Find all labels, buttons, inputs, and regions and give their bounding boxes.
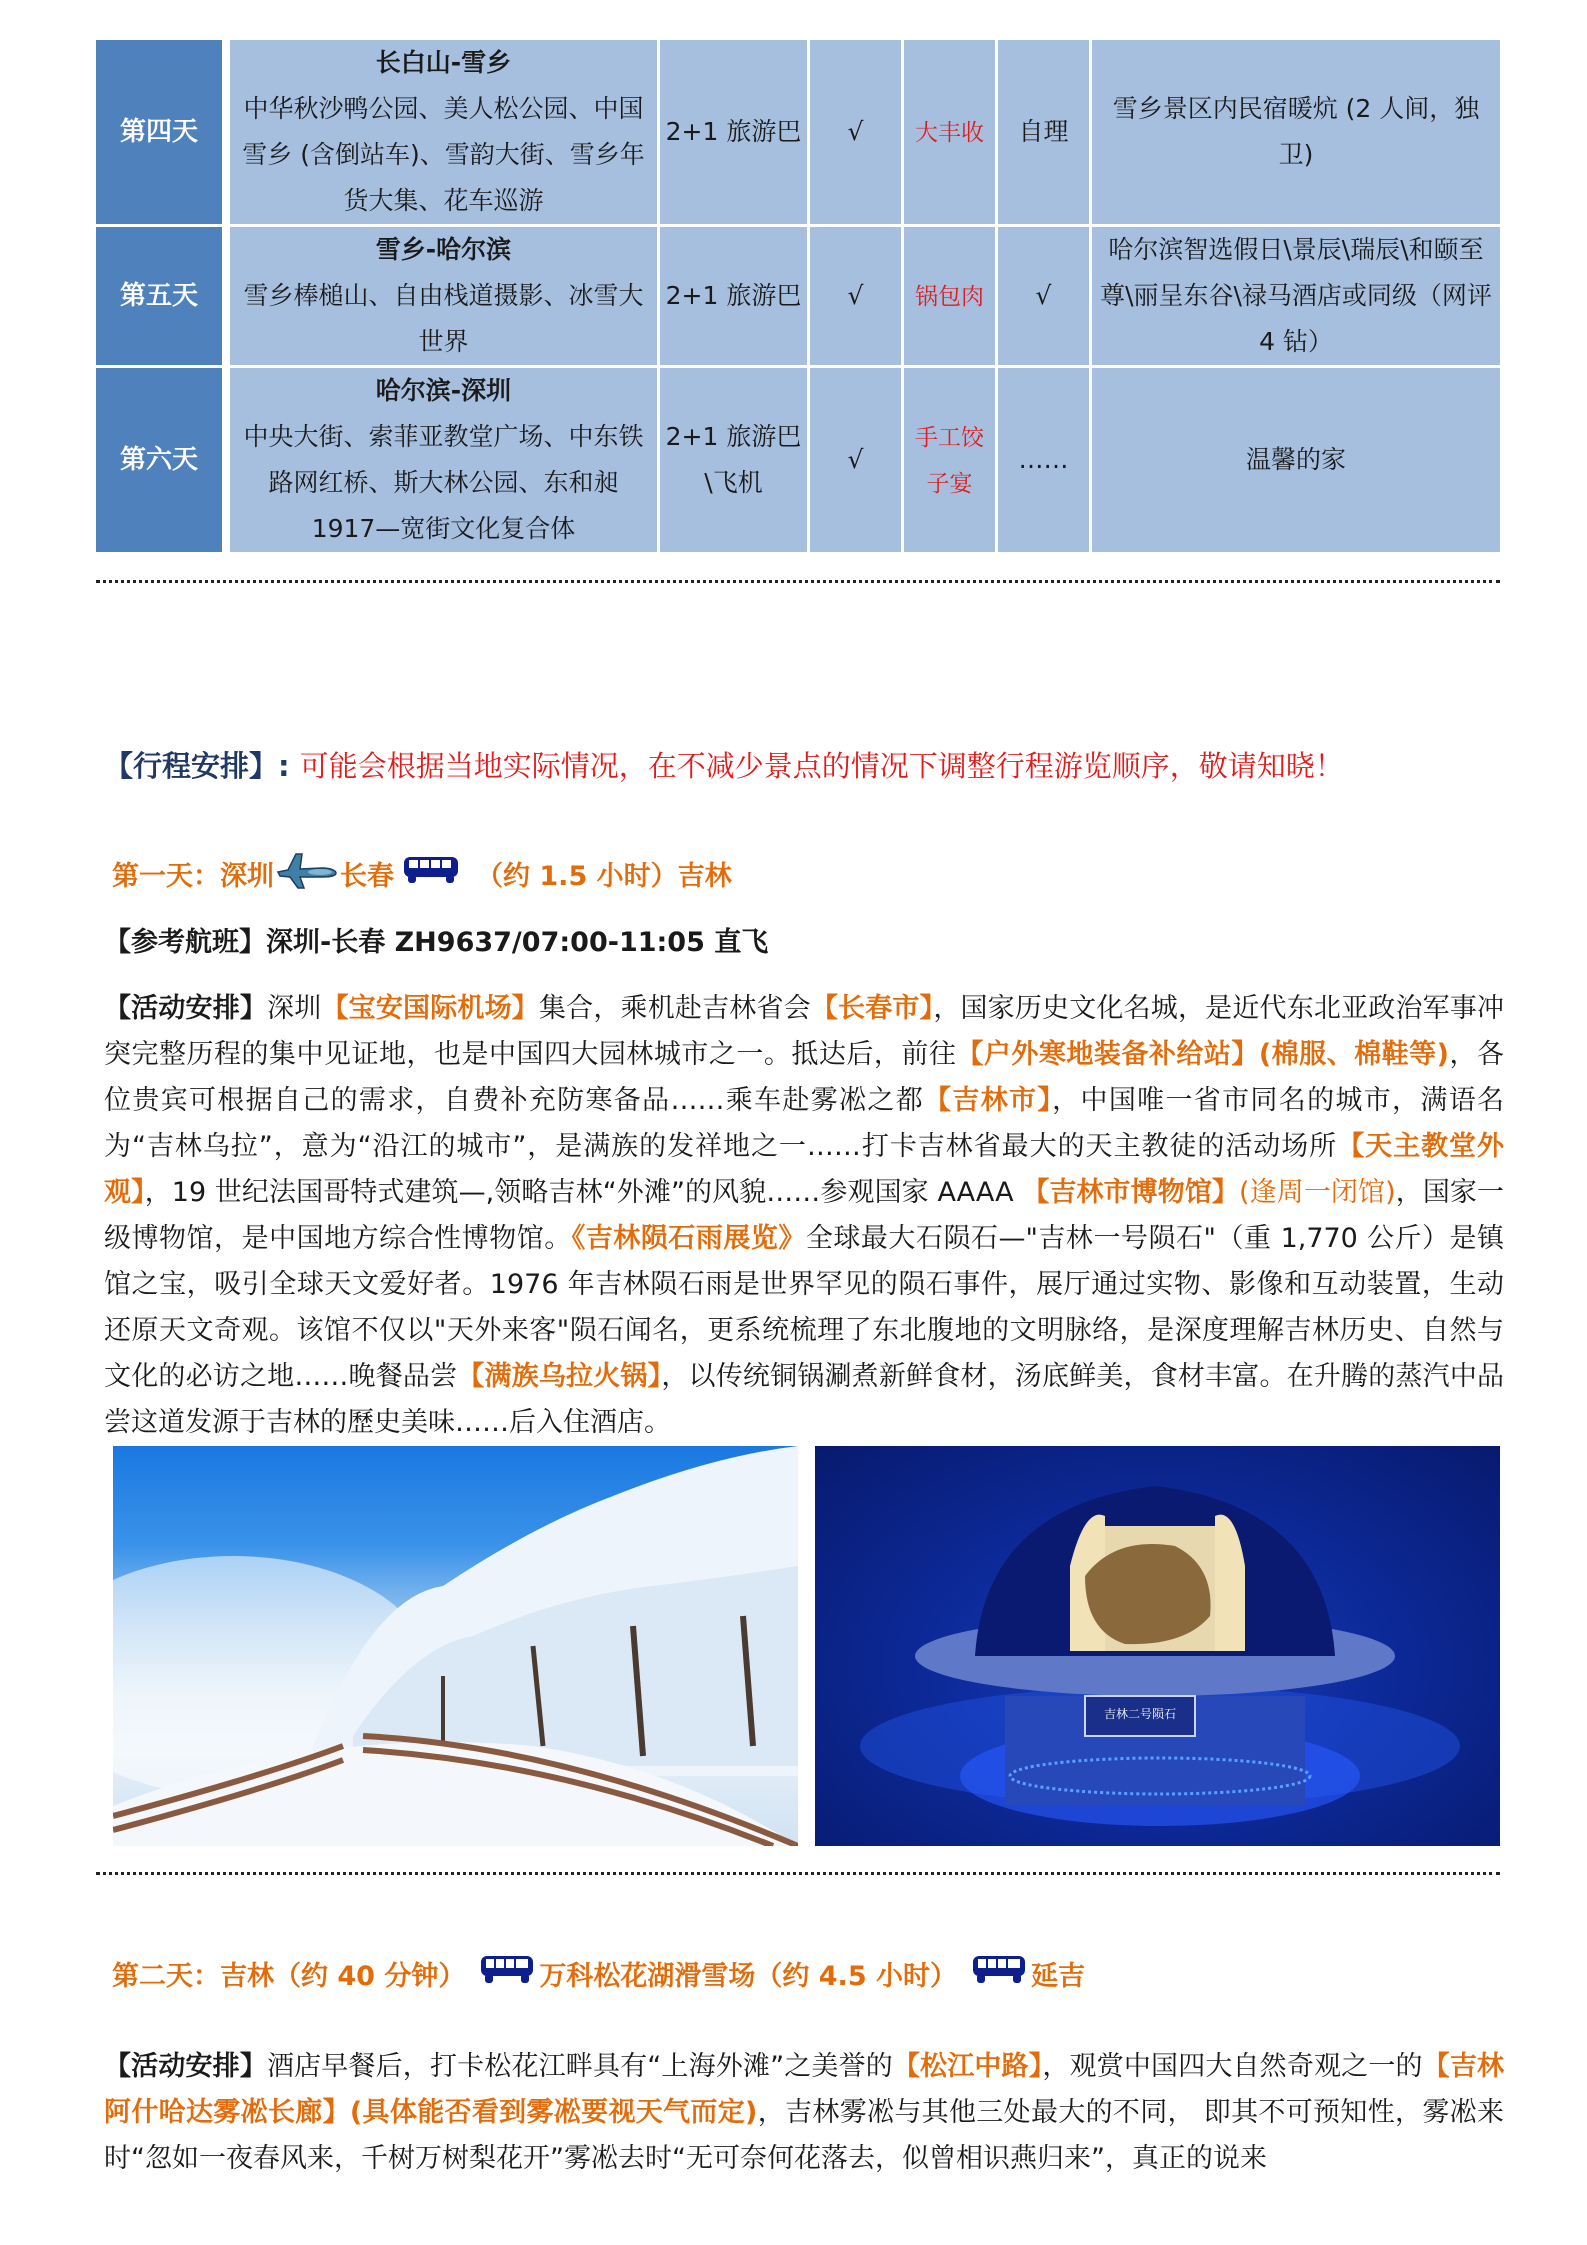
body-text: ，国家一级博物馆，是中国地方综合性博物馆。 <box>104 1177 1505 1254</box>
day-cell: 第四天 <box>96 40 230 227</box>
body-text: ，国家历史文化名城，是近代东北亚政治军事冲突完整历程的集中见证地，也是中国四大园林城市之一。抵达后，前往 <box>104 993 1505 1070</box>
sights-text: 中央大街、索菲亚教堂广场、中东铁路网红桥、斯大林公园、东和昶 1917—宽街文化复合体 <box>243 422 644 543</box>
dinner-cell: √ <box>998 227 1092 368</box>
day-cell: 第六天 <box>96 368 230 555</box>
route-title: 雪乡-哈尔滨 <box>375 235 512 264</box>
day1-heading-part: 长春 <box>340 861 394 892</box>
airplane-icon <box>276 850 338 897</box>
day2-heading-part: 万科松花湖滑雪场（约 4.5 小时） <box>539 1961 958 1992</box>
bus-icon <box>402 855 460 892</box>
rime-trees-riverside-photo <box>113 1446 798 1846</box>
route-title: 长白山-雪乡 <box>375 48 512 77</box>
route-title: 哈尔滨-深圳 <box>375 376 512 405</box>
body-text: 全球最大石陨石—"吉林一号陨石"（重 1,770 公斤）是镇馆之宝，吸引全球天文爱好者。1976 年吉林陨石雨是世界罕见的陨石事件，展厅通过实物、影像和互动装置，生动还原天文奇观。该馆不仅以"天外来客"陨石闻名，更系统梳理了东北腹地的文明脉络，是深度理解吉林历史、自然与文化的必访之地……晚餐品尝 <box>104 1223 1505 1392</box>
itinerary-table <box>96 40 1500 555</box>
hotel-cell: 温馨的家 <box>1092 368 1500 555</box>
day1-heading-part: （约 1.5 小时）吉林 <box>476 861 732 892</box>
breakfast-cell: √ <box>810 227 904 368</box>
bus-icon <box>971 1954 1027 1993</box>
day1-activity <box>104 986 1504 1446</box>
highlight-text: 【满族乌拉火锅】 <box>457 1361 662 1392</box>
activity-label: 【活动安排】 <box>104 2051 267 2082</box>
dotted-divider <box>96 580 1500 583</box>
highlight-text: 【松江中路】 <box>892 2051 1043 2082</box>
body-text: ，吉林雾凇与其他三处最大的不同， 即其不可预知性，雾凇来时“忽如一夜春风来，千树万树梨花开”雾凇去时“无可奈何花落去，似曾相识燕归来”，真正的说来 <box>104 2097 1504 2174</box>
table-row <box>96 227 1500 368</box>
highlight-text: 【吉林阿什哈达雾凇长廊】(具体能否看到雾凇要视天气而定) <box>104 2051 1504 2128</box>
hotel-cell: 哈尔滨智选假日\景辰\瑞辰\和颐至尊\丽呈东谷\禄马酒店或同级（网评 4 钻） <box>1092 227 1500 368</box>
highlight-text: 《吉林陨石雨展览》 <box>571 1223 806 1254</box>
itinerary-notice <box>104 744 1344 785</box>
lunch-cell <box>904 368 998 555</box>
body-text: 深圳 <box>267 993 322 1024</box>
day2-heading <box>112 1954 1085 1993</box>
dinner-cell: …… <box>998 368 1092 555</box>
activity-label: 【活动安排】 <box>104 993 268 1024</box>
notice-text: 可能会根据当地实际情况，在不减少景点的情况下调整行程游览顺序，敬请知晓！ <box>299 749 1344 783</box>
highlight-text: 【天主教堂外观】 <box>104 1131 1505 1208</box>
day1-heading-part: 第一天：深圳 <box>112 861 274 892</box>
highlight-text: 【宝安国际机场】 <box>321 993 539 1024</box>
day2-heading-part: 第二天：吉林（约 40 分钟） <box>112 1961 466 1992</box>
lunch-text: 手工饺子宴 <box>915 425 984 497</box>
meteorite-plaque-text: 吉林二号陨石 <box>1103 1707 1177 1721</box>
transport-cell: 2+1 旅游巴 <box>660 40 810 227</box>
notice-label: 【行程安排】: <box>104 749 290 783</box>
body-text: ，19 世纪法国哥特式建筑—,领略吉林“外滩”的风貌……参观国家 AAAA <box>144 1177 1023 1208</box>
transport-cell: 2+1 旅游巴\飞机 <box>660 368 810 555</box>
body-text: 集合，乘机赴吉林省会 <box>539 993 811 1024</box>
lunch-text: 大丰收 <box>915 120 984 146</box>
breakfast-cell: √ <box>810 368 904 555</box>
highlight-text: 【长春市】 <box>810 993 934 1024</box>
day2-activity <box>104 2044 1504 2182</box>
table-row <box>96 40 1500 227</box>
dinner-cell: 自理 <box>998 40 1092 227</box>
body-text: ，各位贵宾可根据自己的需求，自费补充防寒备品……乘车赴雾凇之都 <box>104 1039 1505 1116</box>
day-cell: 第五天 <box>96 227 230 368</box>
breakfast-cell: √ <box>810 40 904 227</box>
lunch-text: 锅包肉 <box>915 284 984 310</box>
lunch-cell <box>904 40 998 227</box>
highlight-text: 【吉林市博物馆】 <box>1022 1177 1240 1208</box>
day2-heading-part: 延吉 <box>1031 1961 1086 1992</box>
itinerary-cell <box>230 40 660 227</box>
itinerary-cell <box>230 227 660 368</box>
transport-cell: 2+1 旅游巴 <box>660 227 810 368</box>
body-text: 酒店早餐后，打卡松花江畔具有“上海外滩”之美誉的 <box>266 2051 893 2082</box>
highlight-text: 【户外寒地装备补给站】(棉服、棉鞋等) <box>956 1039 1450 1070</box>
itinerary-cell <box>230 368 660 555</box>
sights-text: 雪乡棒槌山、自由栈道摄影、冰雪大世界 <box>243 281 644 356</box>
reference-flight: 【参考航班】深圳-长春 ZH9637/07:00-11:05 直飞 <box>104 927 769 958</box>
highlight-text: 【吉林市】 <box>924 1085 1053 1116</box>
hotel-cell: 雪乡景区内民宿暖炕 (2 人间，独卫) <box>1092 40 1500 227</box>
highlight-text: (逢周一闭馆) <box>1239 1177 1396 1208</box>
sights-text: 中华秋沙鸭公园、美人松公园、中国雪乡 (含倒站车)、雪韵大街、雪乡年货大集、花车巡游 <box>242 94 645 215</box>
lunch-cell <box>904 227 998 368</box>
body-text: ，观赏中国四大自然奇观之一的 <box>1042 2051 1423 2082</box>
bus-icon <box>479 1954 535 1993</box>
day1-heading <box>112 850 732 897</box>
table-row <box>96 368 1500 555</box>
body-text: ，中国唯一省市同名的城市，满语名为“吉林乌拉”，意为“沿江的城市”，是满族的发祥地之一……打卡吉林省最大的天主教徒的活动场所 <box>104 1085 1505 1162</box>
meteorite-exhibit-photo <box>815 1446 1500 1846</box>
dotted-divider <box>96 1872 1500 1875</box>
body-text: ，以传统铜锅涮煮新鲜食材，汤底鲜美，食材丰富。在升腾的蒸汽中品尝这道发源于吉林的歷史美味……后入住酒店。 <box>104 1361 1505 1438</box>
